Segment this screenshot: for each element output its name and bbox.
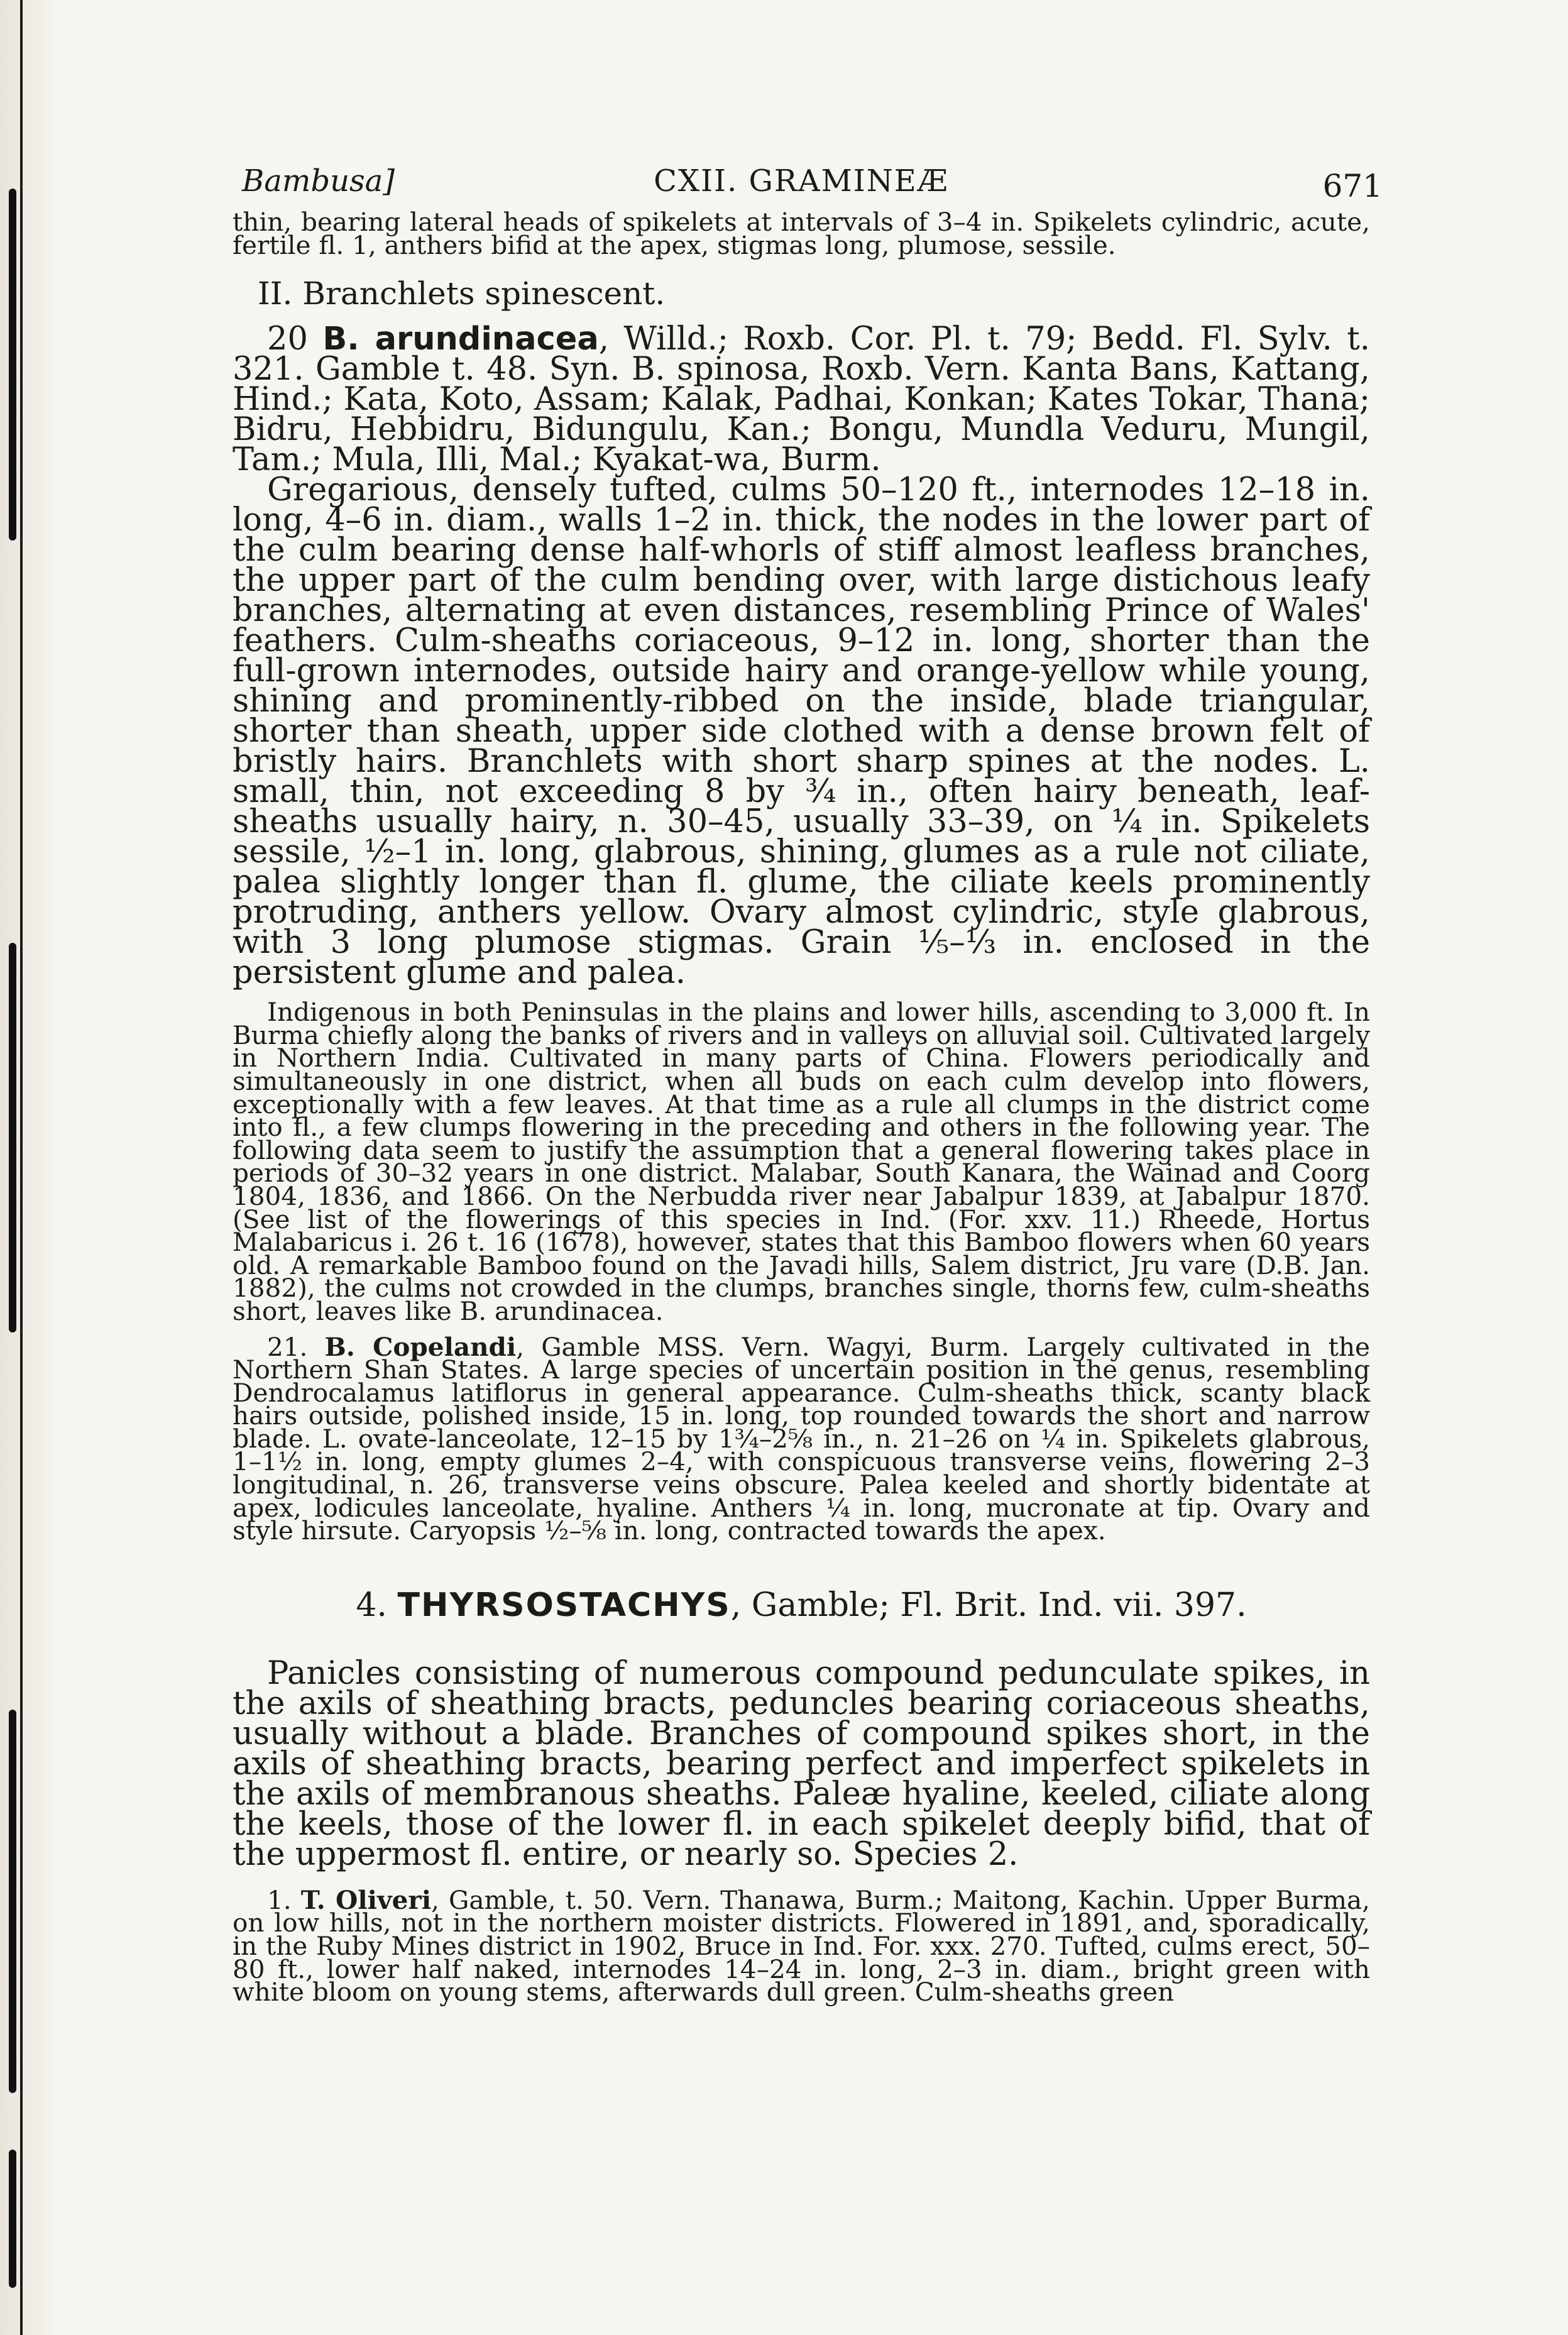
species-text: , Gamble MSS. Vern. Wagyi, Burm. Largely cultivated in the Northern Shan States. A large species of uncertain position in the genus, resembling Dendrocalamus latiflorus in general appearance. Culm-sheaths thick, scanty black hairs outside, polished inside, 15 in. long, top rounded towards the short and narrow blade. L. ovate-lanceolate, 12–15 by 1¾–2⅝ in., n. 21–26 on ¼ in. Spikelets glabrous, 1–1½ in. long, empty glumes 2–4, with conspicuous transverse veins, flowering 2–3 longitudinal, n. 26, transverse veins obscure. Palea keeled and shortly bidentate at apex, lodicules lanceolate, hyaline. Anthers ¼ in. long, mucronate at tip. Ovary and style hirsute. Caryopsis ½–⅝ in. long, contracted towards the apex.	[233, 1331, 1371, 1546]
genus-name: THYRSOSTACHYS	[397, 1586, 731, 1624]
species-20-notes: Indigenous in both Peninsulas in the plains and lower hills, ascending to 3,000 ft. In Burma chiefly along the banks of rivers and in valleys on alluvial soil. Cultivated largely in Northern India. Cultivated in many parts of China. Flowers periodically and simultaneously in one district, when all buds on each culm develop into flowers, exceptionally with a few leaves. At that time as a rule all clumps in the district come into fl., a few clumps flowering in the preceding and others in the following year. The following data seem to justify the assumption that a general flowering takes place in periods of 30–32 years in one district. Malabar, South Kanara, the Wainad and Coorg 1804, 1836, and 1866. On the Nerbudda river near Jabalpur 1839, at Jabalpur 1870. (See list of the flowerings of this species in Ind. (For. xxv. 11.) Rheede, Hortus Malabaricus i. 26 t. 16 (1678), however, states that this Bamboo flowers when 60 years old. A remarkable Bamboo found on the Javadi hills, Salem district, Jru vare (D.B. Jan. 1882), the culms not crowded in the clumps, branches single, thorns few, culm-sheaths short, leaves like B. arundinacea.	[233, 997, 1370, 1326]
page-content	[233, 160, 1383, 2008]
genus-authority: , Gamble; Fl. Brit. Ind. vii. 397.	[730, 1586, 1247, 1624]
binding-mark	[9, 1710, 16, 2093]
header-genus: Bambusa]	[242, 163, 395, 199]
species-20-description: Gregarious, densely tufted, culms 50–120 ft., internodes 12–18 in. long, 4–6 in. diam., walls 1–2 in. thick, the nodes in the lower part of the culm bearing dense half-whorls of stiff almost leafless branches, the upper part of the culm bending over, with large distichous leafy branches, alternating at even distances, resembling Prince of Wales' feathers. Culm-sheaths coriaceous, 9–12 in. long, shorter than the full-grown internodes, outside hairy and orange-yellow while young, shining and prominently-ribbed on the inside, blade triangular, shorter than sheath, upper side clothed with a dense brown felt of bristly hairs. Branchlets with short sharp spines at the nodes. L. small, thin, not exceeding 8 by ¾ in., often hairy beneath, leaf-sheaths usually hairy, n. 30–45, usually 33–39, on ¼ in. Spikelets sessile, ½–1 in. long, glabrous, shining, glumes as a rule not ciliate, palea slightly longer than fl. glume, the ciliate keels prominently protruding, anthers yellow. Ovary almost cylindric, style glabrous, with 3 long plumose stigmas. Grain ⅕–⅓ in. enclosed in the persistent glume and palea.	[233, 471, 1370, 992]
species-number: 1.	[267, 1884, 292, 1915]
species-number: 20	[267, 321, 308, 358]
genus-heading	[233, 1586, 1370, 1624]
species-20-synonymy	[233, 321, 1370, 479]
species-name: B. Copelandi	[324, 1331, 517, 1362]
binding-edge	[20, 0, 23, 2335]
binding-mark	[9, 2150, 16, 2288]
species-synonymy: , Willd.; Roxb. Cor. Pl. t. 79; Bedd. Fl. Sylv. t. 321. Gamble t. 48. Syn. B. spinosa, Roxb. Vern. Kanta Bans, Kattang, Hind.; Kata, Koto, Assam; Kalak, Padhai, Konkan; Kates Tokar, Thana; Bidru, Hebbidru, Bidungulu, Kan.; Bongu, Mundla Veduru, Mungil, Tam.; Mula, Illi, Mal.; Kyakat-wa, Burm.	[233, 321, 1370, 479]
page-number: 671	[1322, 168, 1383, 204]
species-name: T. Oliveri	[300, 1884, 432, 1915]
binding-mark	[9, 189, 16, 541]
section-heading: II. Branchlets spinescent.	[258, 275, 666, 312]
header-family: CXII. GRAMINEÆ	[654, 163, 949, 199]
intro-paragraph: thin, bearing lateral heads of spikelets at intervals of 3–4 in. Spikelets cylindric, acute, fertile fl. 1, anthers bifid at the apex, stigmas long, plumose, sessile.	[233, 207, 1370, 260]
species-number: 21.	[267, 1331, 308, 1362]
species-oliveri-entry	[233, 1884, 1370, 2008]
species-name: B. arundinacea	[322, 321, 599, 358]
running-header	[233, 160, 1383, 211]
species-21-entry	[233, 1331, 1371, 1546]
species-text: , Gamble, t. 50. Vern. Thanawa, Burm.; Maitong, Kachin. Upper Burma, on low hills, not in the northern moister districts. Flowered in 1891, and, sporadically, in the Ruby Mines district in 1902, Bruce in Ind. For. xxx. 270. Tufted, culms erect, 50–80 ft., lower half naked, internodes 14–24 in. long, 2–3 in. diam., bright green with white bloom on young stems, afterwards dull green. Culm-sheaths green	[233, 1884, 1370, 2008]
genus-description: Panicles consisting of numerous compound pedunculate spikes, in the axils of sheathing bracts, peduncles bearing coriaceous sheaths, usually without a blade. Branches of compound spikes short, in the axils of sheathing bracts, bearing perfect and imperfect spikelets in the axils of membranous sheaths. Paleæ hyaline, keeled, ciliate along the keels, those of the lower fl. in each spikelet deeply bifid, that of the uppermost fl. entire, or nearly so. Species 2.	[233, 1654, 1370, 1873]
genus-number: 4.	[356, 1586, 387, 1624]
binding-mark	[9, 943, 16, 1332]
